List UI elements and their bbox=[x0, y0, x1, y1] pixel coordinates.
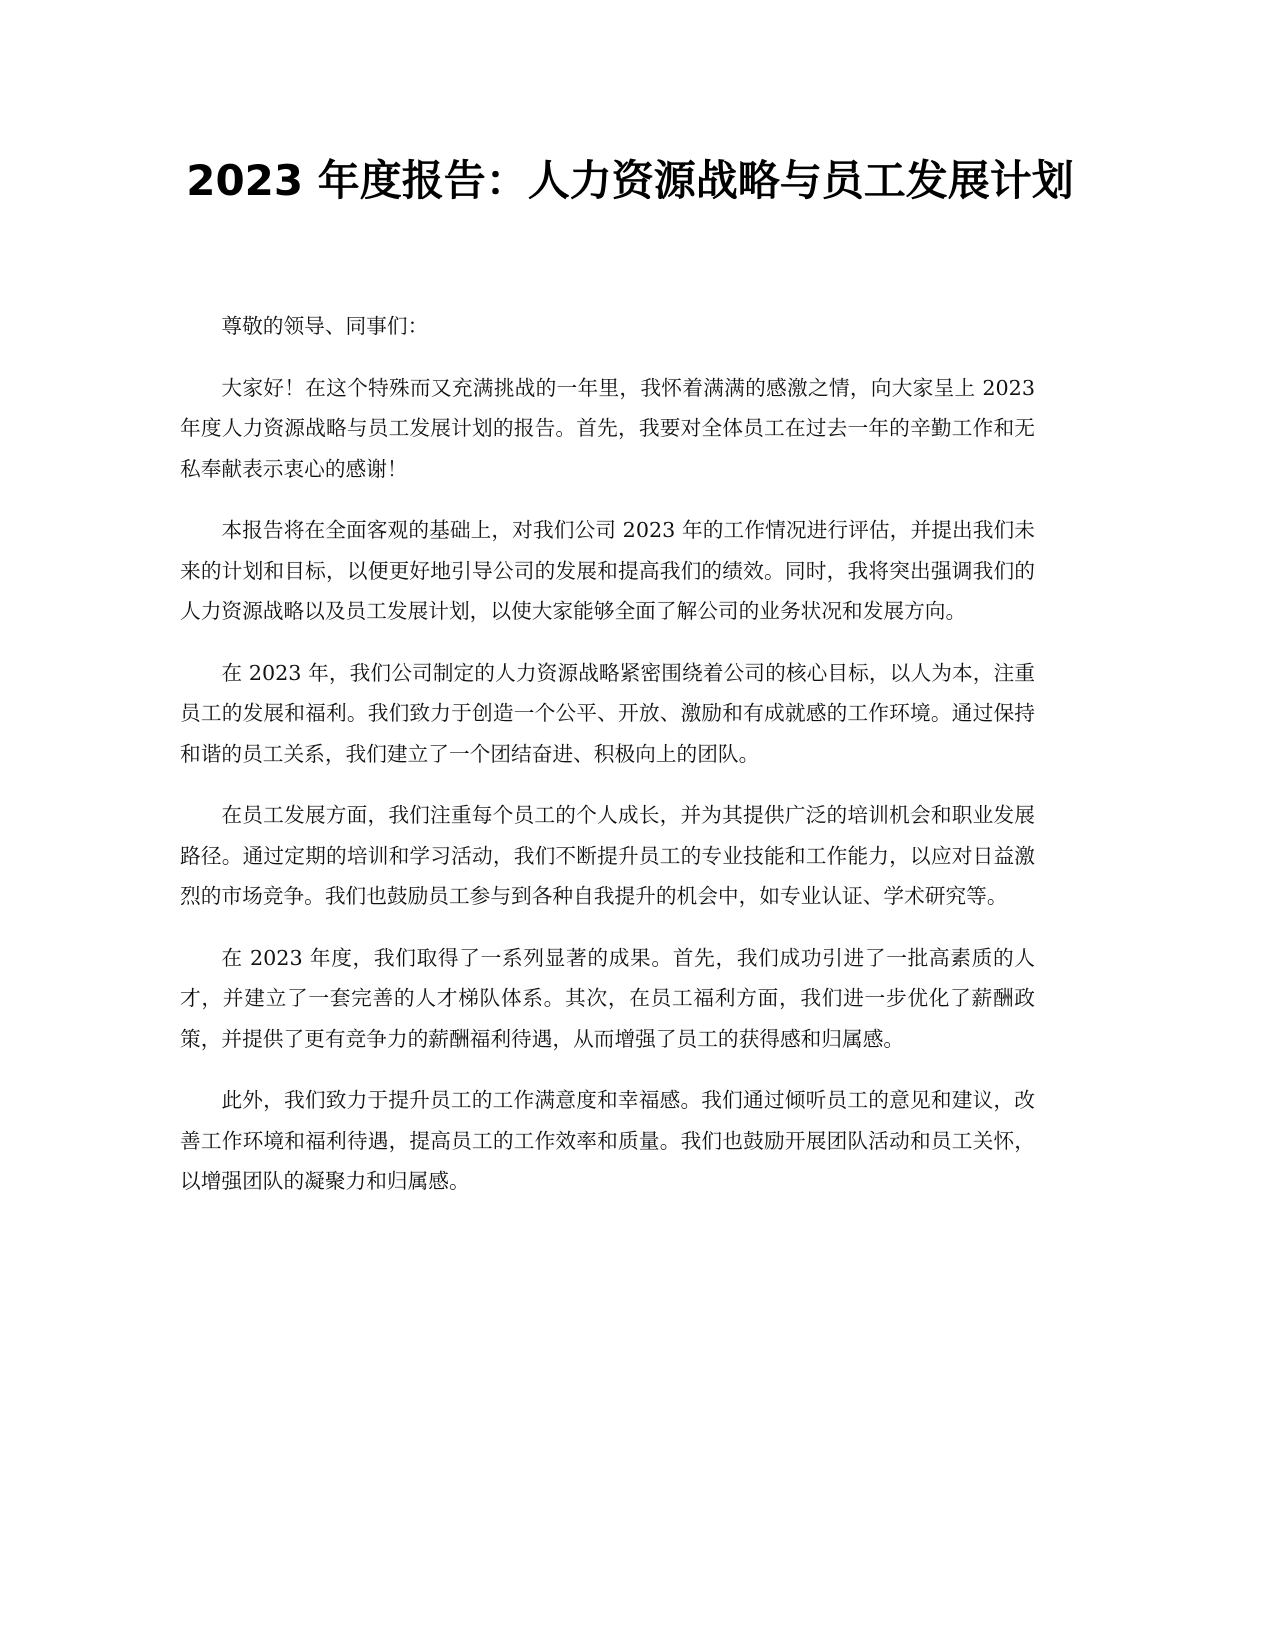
document-title: 2023 年度报告：人力资源战略与员工发展计划 bbox=[186, 156, 1074, 205]
body-paragraph: 此外，我们致力于提升员工的工作满意度和幸福感。我们通过倾听员工的意见和建议，改善工作环境和福利待遇，提高员工的工作效率和质量。我们也鼓励开展团队活动和员工关怀，以增强团队的凝聚力和归属感。 bbox=[180, 1088, 1035, 1193]
body-paragraph: 在 2023 年，我们公司制定的人力资源战略紧密围绕着公司的核心目标，以人为本，注重员工的发展和福利。我们致力于创造一个公平、开放、激励和有成就感的工作环境。通过保持和谐的员工关系，我们建立了一个团结奋进、积极向上的团队。 bbox=[180, 660, 1035, 766]
body-paragraph: 在员工发展方面，我们注重每个员工的个人成长，并为其提供广泛的培训机会和职业发展路径。通过定期的培训和学习活动，我们不断提升员工的专业技能和工作能力，以应对日益激烈的市场竞争。我们也鼓励员工参与到各种自我提升的机会中，如专业认证、学术研究等。 bbox=[180, 803, 1035, 908]
body-paragraph: 本报告将在全面客观的基础上，对我们公司 2023 年的工作情况进行评估，并提出我们未来的计划和目标，以便更好地引导公司的发展和提高我们的绩效。同时，我将突出强调我们的人力资源战略以及员工发展计划，以使大家能够全面了解公司的业务状况和发展方向。 bbox=[180, 518, 1035, 623]
body-paragraph: 大家好！在这个特殊而又充满挑战的一年里，我怀着满满的感激之情，向大家呈上 2023 年度人力资源战略与员工发展计划的报告。首先，我要对全体员工在过去一年的辛勤工作和无私奉献表示衷心的感谢！ bbox=[180, 375, 1035, 481]
body-paragraph: 在 2023 年度，我们取得了一系列显著的成果。首先，我们成功引进了一批高素质的人才，并建立了一套完善的人才梯队体系。其次，在员工福利方面，我们进一步优化了薪酬政策，并提供了更有竞争力的薪酬福利待遇，从而增强了员工的获得感和归属感。 bbox=[180, 945, 1035, 1051]
salutation-paragraph: 尊敬的领导、同事们： bbox=[221, 314, 429, 338]
document-body bbox=[180, 306, 1035, 1223]
